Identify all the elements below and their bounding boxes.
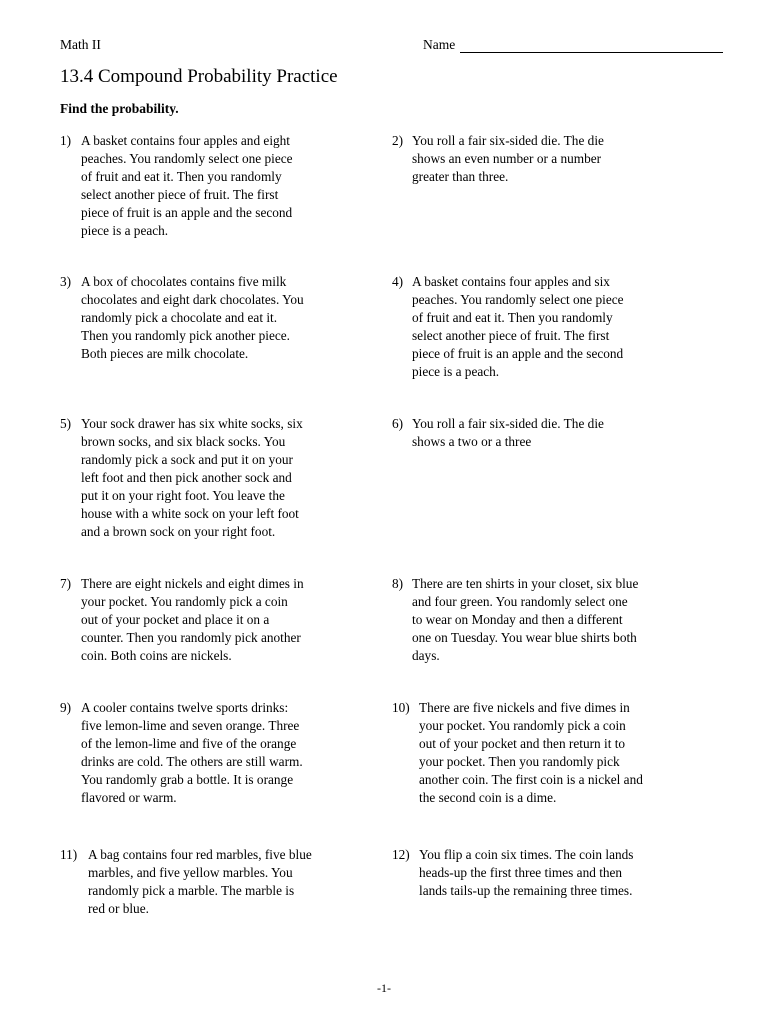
problem-3 xyxy=(60,273,340,363)
name-line xyxy=(460,52,723,53)
problem-9 xyxy=(60,699,340,807)
problem-number: 10) xyxy=(392,700,410,715)
name-label: Name xyxy=(423,37,456,52)
problem-number: 2) xyxy=(392,133,404,148)
problem-11 xyxy=(60,846,340,918)
problem-number: 7) xyxy=(60,576,72,591)
problem-10 xyxy=(392,699,672,807)
problem-text: You roll a fair six-sided die. The die shows a two or a three xyxy=(412,416,604,449)
problem-text: You flip a coin six times. The coin lands heads-up the first three times and then lands tails-up the remaining three times. xyxy=(419,847,634,898)
problem-number: 8) xyxy=(392,576,404,591)
problem-number: 4) xyxy=(392,274,404,289)
problem-5 xyxy=(60,415,340,541)
problem-6 xyxy=(392,415,672,451)
problem-4 xyxy=(392,273,672,381)
problem-number: 3) xyxy=(60,274,72,289)
problem-number: 9) xyxy=(60,700,72,715)
problem-text: A basket contains four apples and eight peaches. You randomly select one piece of fruit and eat it. Then you randomly select another piece of fruit. The first piece of fruit is an apple and the second piece is a peach. xyxy=(81,133,293,238)
problem-number: 1) xyxy=(60,133,72,148)
problem-text: A cooler contains twelve sports drinks: five lemon-lime and seven orange. Three of the lemon-lime and five of the orange drinks are cold. The others are still warm. You randomly grab a bottle. It is orange flavored or warm. xyxy=(81,700,303,805)
problem-text: There are eight nickels and eight dimes in your pocket. You randomly pick a coin out of your pocket and place it on a counter. Then you randomly pick another coin. Both coins are nickels. xyxy=(81,576,304,663)
course-label: Math II xyxy=(60,37,101,52)
problem-text: There are five nickels and five dimes in your pocket. You randomly pick a coin out of your pocket and then return it to your pocket. Then you randomly pick another coin. The first coin is a nickel and the second coin is a dime. xyxy=(419,700,643,805)
problem-number: 5) xyxy=(60,416,72,431)
problem-text: A bag contains four red marbles, five blue marbles, and five yellow marbles. You randomly pick a marble. The marble is red or blue. xyxy=(88,847,312,916)
problem-text: Your sock drawer has six white socks, six brown socks, and six black socks. You randomly pick a sock and put it on your left foot and then pick another sock and put it on your right foot. You leave the house with a white sock on your left foot and a brown sock on your right foot. xyxy=(81,416,303,539)
problem-1 xyxy=(60,132,340,240)
problem-text: There are ten shirts in your closet, six blue and four green. You randomly select one to wear on Monday and then a different one on Tuesday. You wear blue shirts both days. xyxy=(412,576,639,663)
instructions: Find the probability. xyxy=(60,101,179,116)
problem-number: 6) xyxy=(392,416,404,431)
problem-text: A box of chocolates contains five milk chocolates and eight dark chocolates. You randomly pick a chocolate and eat it. Then you randomly pick another piece. Both pieces are milk chocolate. xyxy=(81,274,304,361)
page-number: -1- xyxy=(377,981,391,995)
problem-12 xyxy=(392,846,672,900)
problem-text: A basket contains four apples and six peaches. You randomly select one piece of fruit and eat it. Then you randomly select another piece of fruit. The first piece of fruit is an apple and the second piece is a peach. xyxy=(412,274,624,379)
problem-text: You roll a fair six-sided die. The die shows an even number or a number greater than three. xyxy=(412,133,604,184)
problem-8 xyxy=(392,575,672,665)
problem-2 xyxy=(392,132,672,186)
problem-7 xyxy=(60,575,340,665)
problem-number: 11) xyxy=(60,847,78,862)
problem-number: 12) xyxy=(392,847,410,862)
page-title: 13.4 Compound Probability Practice xyxy=(60,66,338,87)
